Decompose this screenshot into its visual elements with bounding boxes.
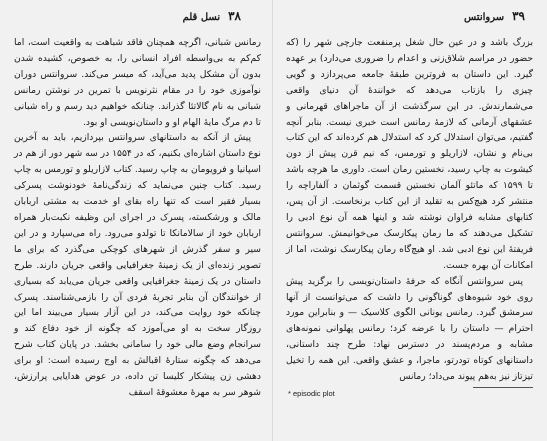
left-page [0,0,273,441]
left-paragraph-2: پیش از آنکه به داستانهای سروانتس بپردازیم، باید به آخرین نوع داستان اشاره‌ای بکنیم، که در ۱۵۵۴ در سه شهر دور از هم در اسپانیا و فرویومان به چاپ رسید. کتاب لازاریلو و تورمس به چاپ رسید. کتاب چنین می‌نماید که زندگی‌نامهٔ خودنوشت پسرکی بسیار فقیر است که تنها راه بقای او خدمت به مشتی اربابان مالک و ورشکسته، پسرک در اجرای این وظیفه نکبت‌بار همراه اربابان خود از سالامانکا تا تولدو می‌رود. راه می‌سپارد و در این سیر و سفر گذرش از شهرهای کوچکی می‌گذرد که برای ما تصویر زنده‌ای از یک زمینهٔ جغرافیایی واقعی جریان دارند. طرح داستان در یک زمینهٔ جغرافیایی واقعی جریان می‌یابد که بسیاری از خوانندگان آن بنابر تجربهٔ فردی آن را بازمی‌شناسند. پسرک چنانکه خود روایت می‌کند، در این آزار بسیار می‌بیند اما این روزگار سخت به او می‌آموزد که چگونه از خود دفاع کند و سرانجام وضع مالی خود را سامانی بخشد. در پایان کتاب شرح می‌دهد که چگونه ستارهٔ اقبالش به اوج رسیده است: او برای دهشی زن پیشکار کلیسا تن داده، در عوض هدایایی پرارزش، شوهر سر به مهرهٔ معشوقهٔ اسقف [14,132,261,398]
right-paragraph-2: پس سروانتس آنگاه که حرفهٔ داستان‌نویسی را برگزید پیش روی خود شیوه‌های گوناگونی را داشت که می‌توانست از آنها سرمشق گیرد. رمانس یونانی الگوی کلاسیک — و بنابراین مورد احترام — داستان را با عرضه کرد؛ رمانس پهلوانی نمونه‌های مشابه و مردم‌پسند در دسترس نهاد: طرح چند داستانی، داستانهای کوتاه تودرتو، ماجرا، و عشق واقعی. این همه را تخیل تیزتاز نیز به‌هم پیوند می‌داد؛ رمانس [286,275,533,383]
right-running-title: سروانتس [464,12,505,23]
footnote-marker: * [288,388,291,398]
footnote-rule [473,387,533,388]
footnote [286,389,533,399]
right-page-number: ۳۹ [512,9,525,23]
left-page-number: ۳۸ [228,9,241,23]
left-page-header [14,9,241,27]
left-page-body [14,35,261,401]
right-paragraph-1: بزرگ باشد و در عین حال شغل پرمنفعت جارچی شهر را (که حضور در مراسم شلاق‌زنی و اعدام را ضروری می‌دارد) بر عهده گیرد. این داستان به فروترین طبقهٔ جامعه می‌پردازد و گویی چیزی را بازتاب می‌دهد که خوانندهٔ آن دنیای واقعی می‌شمارندش. در این سرگذشت از آن ماجراهای قهرمانی و عشقهای آرمانی که لازمهٔ رمانس است خبری نیست. بنابر آنچه گفتیم، می‌توان استدلال کرد که استدلال هم کرده‌اند که این کتاب بی‌نام و نشان، لازاریلو و تورمس، که نیم قرن پیش از دون کیشوت به چاپ رسید، نخستین رمان است. داوری ما هرچه باشد تا ۱۵۹۹ که ماتئو آلمان نخستین قسمت گوثمان د آلفاراچه را منتشر کرد هیچ‌کس به تقلید از این کتاب برنخاست. از آن پس، کتابهای مشابه فراوان نوشته شد و اینها همه آن نوع ادبی را تشکیل می‌دهند که ما رمان پیکارسک می‌خوانیمش. سروانتس فریفتهٔ این نوع ادبی شد. او هیچ‌گاه رمان پیکارسک نوشت، اما از امکانات آن بهره جست. [286,37,533,271]
left-paragraph-1: رمانس شبانی، اگرچه همچنان فاقد شباهت به واقعیت است، اما کم‌کم به بی‌واسطه افراد انسانی را، به خصوص، کشیده شدن بدون آن مشکل پدید می‌آید، که میسر می‌کند. سروانتس دوران نوآموزی خود را در مقام نثرنویس با تمرین در نوشتن رمانس شبانی به نام گالاتئا گذراند. چنانکه خواهیم دید رسم و راه شبانی تا دم مرگ مایهٔ الهام او و داستان‌نویسی او بود. [14,37,261,128]
right-page-body [286,35,533,399]
footnote-text: episodic plot [293,388,335,398]
right-page-header [286,9,525,27]
right-page [274,0,547,441]
left-running-title: نسل قلم [182,12,221,23]
